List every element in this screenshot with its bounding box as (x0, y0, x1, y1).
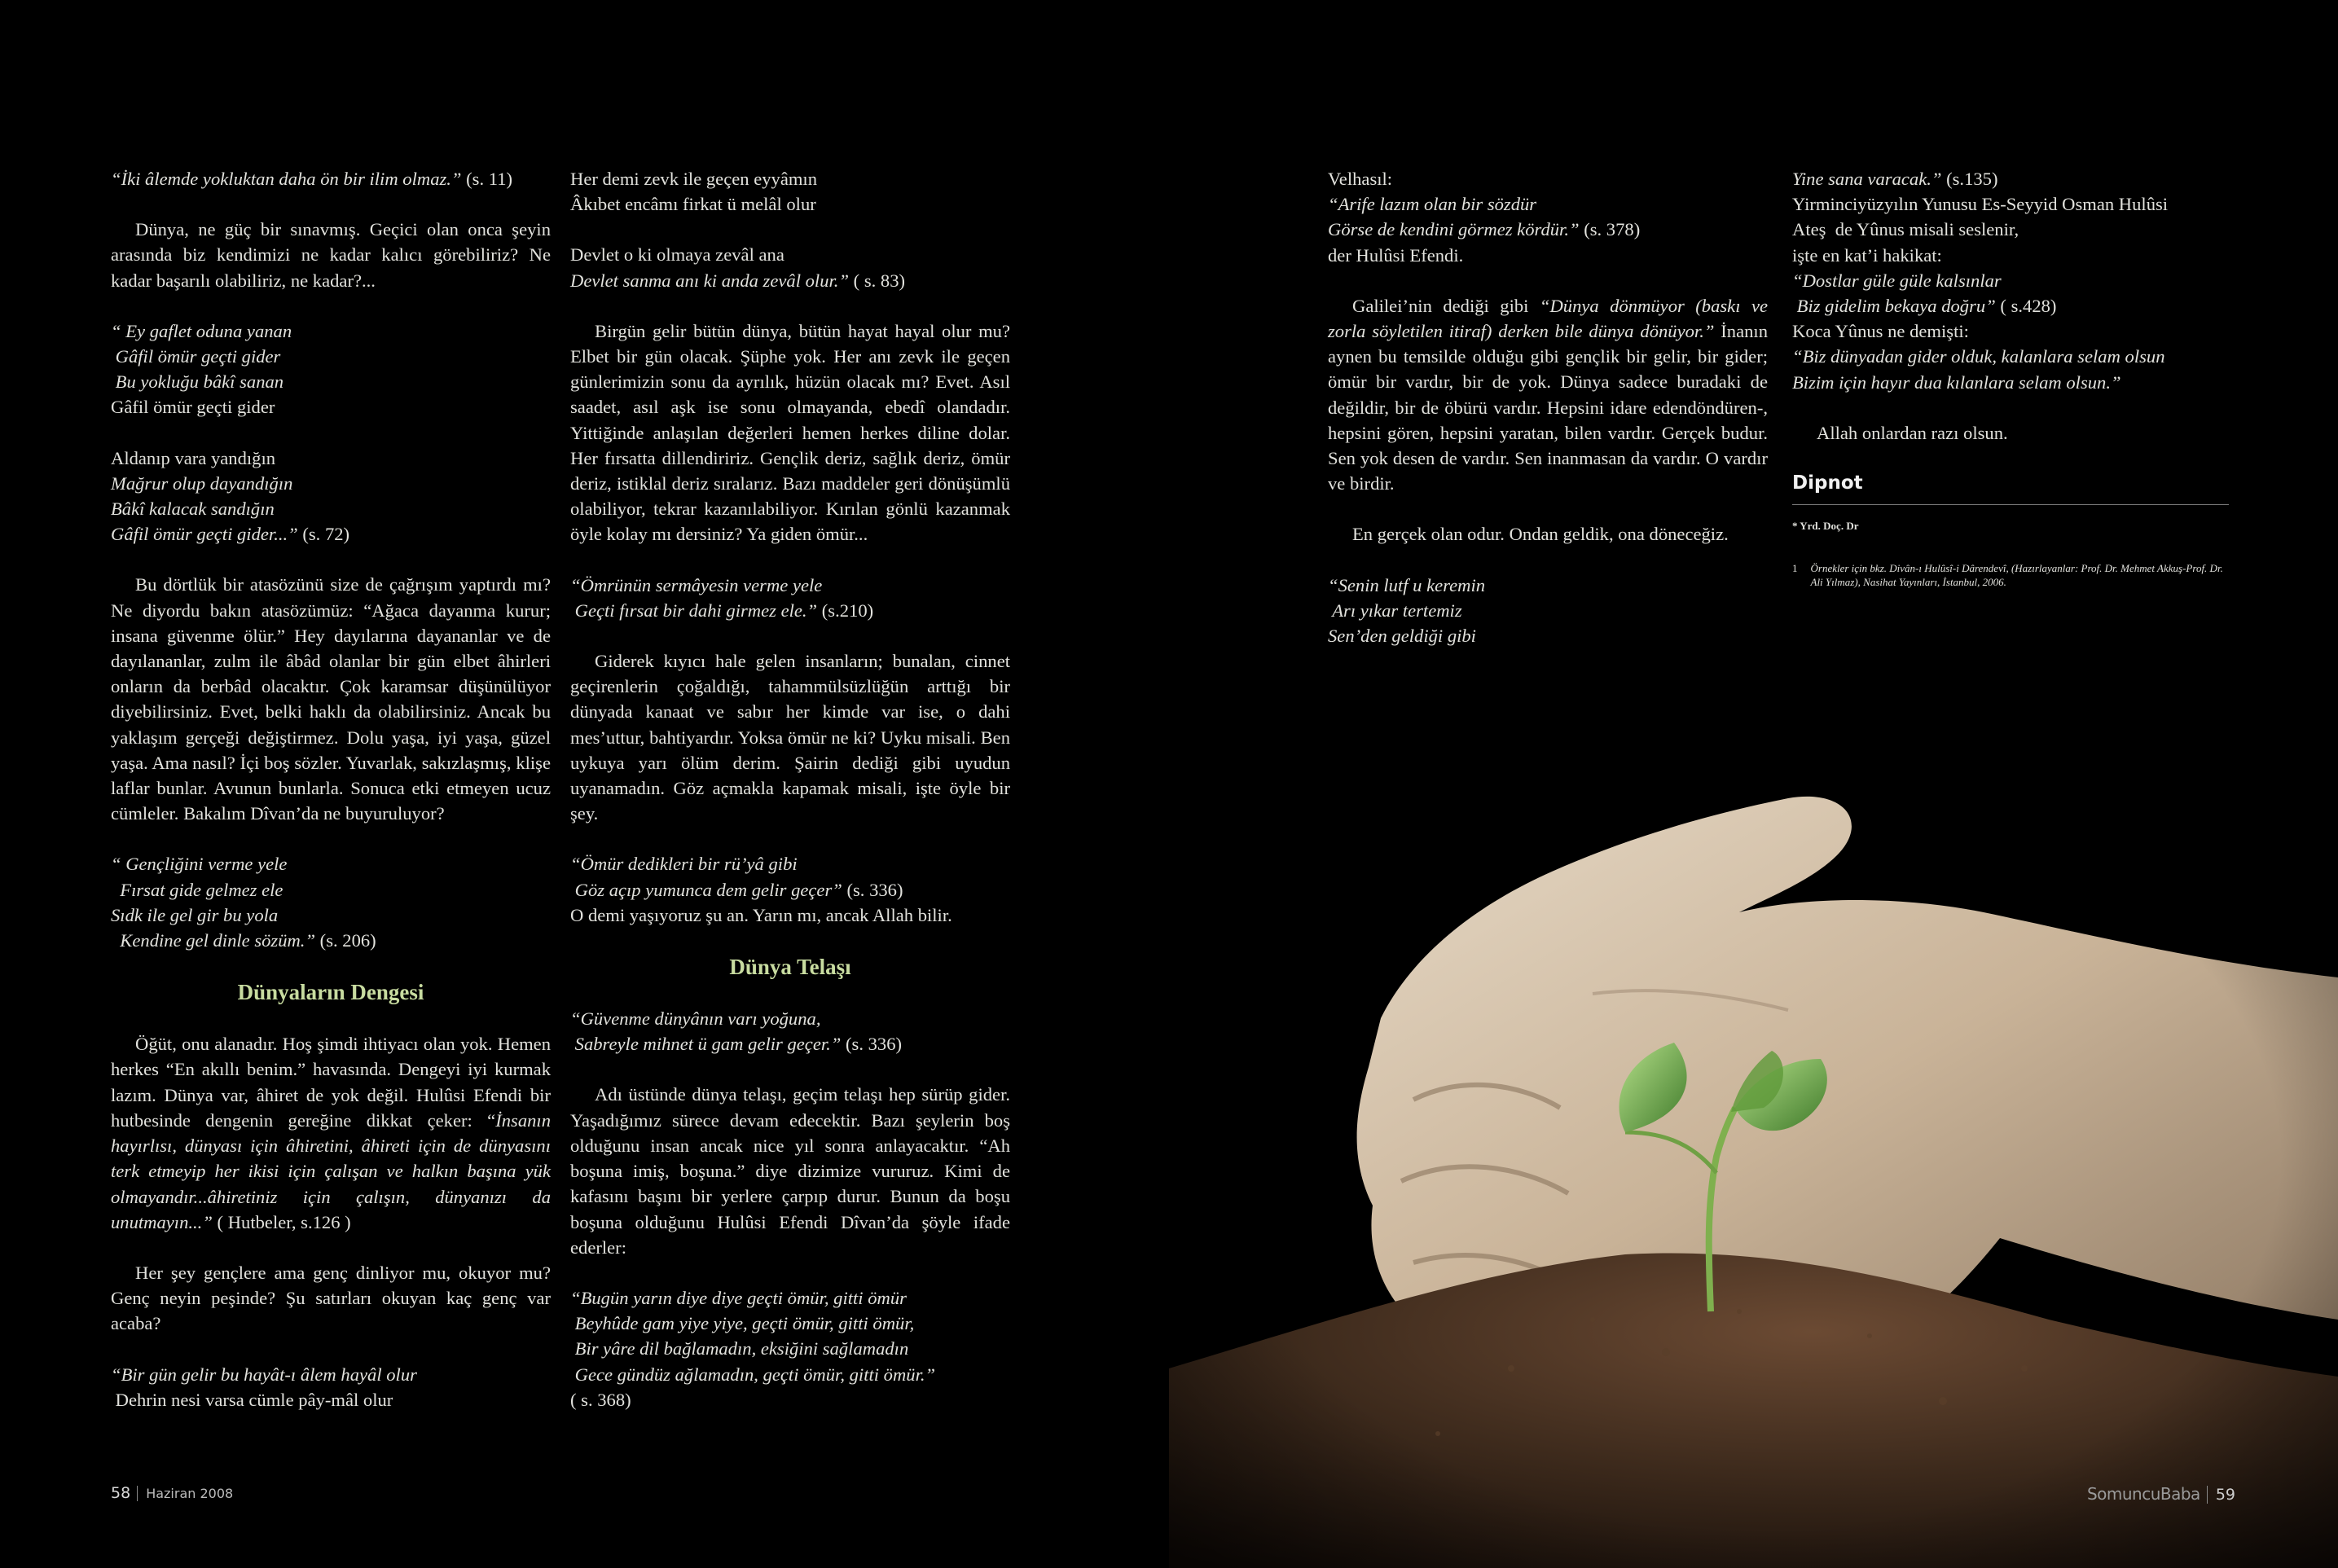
paragraph-text: Her şey gençlere ama genç dinliyor mu, okuyor mu? Genç neyin peşinde? Şu satırları okuyan kaç genç var acaba? (111, 1262, 551, 1334)
verse-line (111, 1387, 551, 1412)
verse-line (570, 242, 1010, 267)
verse-line (1328, 191, 1768, 217)
paragraph (111, 1260, 551, 1337)
paragraph (1792, 420, 2232, 446)
issue-date: Haziran 2008 (137, 1486, 233, 1501)
verse-line (570, 1387, 1010, 1412)
line-text: Sabreyle mihnet ü gam gelir geçer.” (570, 1034, 842, 1055)
paragraph-text: ( Hutbeler, s.126 ) (212, 1211, 351, 1232)
line-text: Görse de kendini görmez kördür.” (1328, 219, 1580, 240)
line-text: “İki âlemde yokluktan daha ön bir ilim olmaz.” (111, 169, 462, 189)
paragraph (570, 1082, 1010, 1259)
citation: (s.135) (1941, 169, 1998, 189)
verse-block (1328, 166, 1768, 268)
paragraph-text: Öğüt, onu alanadır. Hoş şimdi ihtiyacı olan yok. Hemen herkes “En akıllı benim.” havasında. Dengeyi iyi kurmak lazım. Dünya var, âhiret de yok değil. Hulûsi Efendi bir hutbesinde dengenin gereğine dikkat çeker: “ (111, 1034, 551, 1131)
verse-line (111, 446, 551, 471)
paragraph (1328, 293, 1768, 497)
line-text: Yirminciyüzyılın Yunusu Es-Seyyid Osman Hulûsi (1792, 194, 2169, 215)
line-text: Her demi zevk ile geçen eyyâmın (570, 169, 817, 189)
verse-line (570, 573, 1010, 598)
verse-line (1792, 370, 2232, 395)
verse-line (111, 166, 551, 191)
paragraph (111, 572, 551, 826)
line-text: Gâfil ömür geçti gider...” (111, 524, 298, 545)
verse-line (111, 394, 551, 419)
right-page-column-2 (1792, 166, 2232, 589)
verse-line (570, 166, 1010, 191)
line-text: Âkıbet encâmı firkat ü melâl olur (570, 194, 816, 215)
citation: ( s.428) (1995, 296, 2057, 317)
verse-line (111, 318, 551, 344)
line-text: O demi yaşıyoruz şu an. Yarın mı, ancak Allah bilir. (570, 904, 952, 925)
line-text: der Hulûsi Efendi. (1328, 244, 1464, 266)
line-text: “Dostlar güle güle kalsınlar (1792, 270, 2002, 291)
paragraph-text: Birgün gelir bütün dünya, bütün hayat hayal olur mu? Elbet bir gün olacak. Şüphe yok. Her anı zevk ile geçen günlerimizin sonu da ayrılık, hüzün olacak mı? Evet. Asıl saadet, asıl aşk ise sonu olmayanda, ebedî olandadır. Yittiğinde anlaşılan değerleri hemen herkes diline dolar. Her fırsatta dillendiririz. Gençlik deriz, sağlık deriz, ömür deriz, istiklal deriz sıralarız. Bazı maddeler geri dönüşümlü olabiliyor, tekrar kazanılabiliyor. Kırılan gönlü kazanmak öyle kolay mı dersiniz? Ya giden ömür... (570, 320, 1010, 545)
paragraph (570, 318, 1010, 547)
verse-block (570, 573, 1010, 623)
left-page-column-1 (111, 166, 551, 1438)
line-text: “Bir gün gelir bu hayât-ı âlem hayâl olur (111, 1364, 417, 1385)
footnote-number: 1 (1792, 562, 1798, 575)
footnote-author: * Yrd. Doç. Dr (1792, 520, 1859, 533)
verse-line (1328, 217, 1768, 242)
citation: (s. 11) (461, 169, 513, 189)
verse-line (570, 851, 1010, 876)
verse-line (570, 1362, 1010, 1387)
verse-block (111, 446, 551, 547)
line-text: ( s. 368) (570, 1389, 631, 1410)
right-page-column-2-body (1792, 166, 2232, 446)
verse-block (570, 851, 1010, 928)
verse-line (570, 1336, 1010, 1361)
line-text: Gâfil ömür geçti gider (111, 346, 281, 367)
section-heading: Dünyaların Dengesi (237, 980, 424, 1005)
page-number: 58 (111, 1484, 131, 1502)
verse-line (570, 1311, 1010, 1336)
paragraph-text: İnanın aynen bu temsilde olduğu gibi gençlik bir gelir, bir gider; ömür bir vardır, bir de yok. Dünya sadece buradaki de değildir, bir de öbürü vardır. Hepsini idare edendöndüren-, hepsini gören, hepsini yaratan, bilen vardır. Gerçek budur. Sen yok desen de vardır. Sen inanmasan da vardır. O vardır ve birdir. (1328, 321, 1768, 494)
verse-line (111, 344, 551, 369)
verse-line (1328, 623, 1768, 648)
line-text: Arı yıkar tertemiz (1328, 600, 1462, 621)
right-page-folio (2087, 1484, 2235, 1504)
verse-block (570, 242, 1010, 292)
line-text: Aldanıp vara yandığın (111, 447, 276, 468)
quoted-text: “Dünya dönmüyor (baskı ve zorla söyletilen itiraf) derken bile dünya dönüyor.” (1328, 295, 1768, 342)
line-text: “Ömür dedikleri bir rü’yâ gibi (570, 854, 798, 875)
line-text: “Biz dünyadan gider olduk, kalanlara selam olsun (1792, 346, 2165, 367)
paragraph (111, 1031, 551, 1235)
verse-block (1792, 166, 2232, 395)
verse-block (570, 1006, 1010, 1056)
line-text: Velhasıl: (1328, 169, 1393, 189)
line-text: Dehrin nesi varsa cümle pây-mâl olur (111, 1389, 393, 1410)
verse-line (570, 1031, 1010, 1056)
line-text: “Senin lutf u keremin (1328, 574, 1486, 595)
paragraph-text: Giderek kıyıcı hale gelen insanların; bunalan, cinnet geçirenlerin çoğaldığı, tahammülsüzlüğün arttığı bir dünyada kanaat ve sabır her kimde var ise, o dahi mes’uttur, bahtiyardır. Yoksa ömür ne ki? Uyku misali. Ben uykuya yarı ölüm derim. Şairin dediği gibi uyudun uyanamadın. Göz açmakla kapamak misali, işte öyle bir şey. (570, 651, 1010, 824)
line-text: Kendine gel dinle sözüm.” (111, 930, 316, 951)
paragraph (570, 648, 1010, 826)
line-text: Koca Yûnus ne demişti: (1792, 321, 1969, 342)
section-heading: Dünya Telaşı (729, 955, 851, 980)
magazine-brand: SomuncuBaba (2086, 1484, 2200, 1504)
footnote-item (1792, 561, 2232, 589)
line-text: “Güvenme dünyânın varı yoğuna, (570, 1008, 821, 1030)
paragraph-text: Galilei’nin dediği gibi (1352, 295, 1540, 316)
verse-line (111, 1362, 551, 1387)
verse-line (1328, 573, 1768, 598)
verse-line (570, 268, 1010, 293)
verse-line (570, 1006, 1010, 1031)
verse-line (570, 191, 1010, 217)
paragraph (111, 217, 551, 293)
line-text: Geçti fırsat bir dahi girmez ele.” (570, 600, 818, 621)
verse-line (1792, 191, 2232, 217)
verse-block (111, 851, 551, 953)
verse-line (111, 877, 551, 903)
line-text: Yine sana varacak.” (1792, 169, 1942, 189)
verse-line (111, 496, 551, 521)
verse-line (1328, 598, 1768, 623)
paragraph-text: Bu dörtlük bir atasözünü size de çağrışım yaptırdı mı? Ne diyordu bakın atasözümüz: “Ağaca dayanma kurur; insana güvenme ölür.” Hey dayılarına dayananlar ve de dayılananlar, zulm ile âbâd olanlar bir gün elbet âhirleri onların da berbâd olacaktır. Çok karamsar düşünülüyor diyebilirsiniz. Evet, belki haklı da olabilirsiniz. Ancak bu yaklaşım gerçeği değiştirmez. Dolu yaşa, iyi yaşa, güzel yaşa. Ama nasıl? İçi boş sözler. Yuvarlak, sakızlaşmış, klişe laflar bunlar. Avunun bunlarla. Sonuca etki etmeyen ucuz cümleler. Bakalım Dîvan’da ne buyuruluyor? (111, 574, 551, 824)
verse-block (1328, 573, 1768, 649)
right-page-column-1 (1328, 166, 1768, 674)
verse-line (570, 1285, 1010, 1311)
line-text: Biz gidelim bekaya doğru” (1792, 296, 1996, 317)
line-text: Mağrur olup dayandığın (111, 472, 293, 494)
verse-line (570, 877, 1010, 903)
quoted-text: İnsanın hayırlısı, dünyası için âhiretini, âhireti için de dünyasını terk etmeyip her ikisi için çalışan ve halkın başına yük olmayandır...âhiretiniz için çalışın, dünyanızı da unutmayın...” (111, 1109, 551, 1232)
line-text: Sıdk ile gel gir bu yola (111, 904, 279, 925)
footnotes-title: Dipnot (1792, 471, 2229, 505)
line-text: “ Ey gaflet oduna yanan (111, 320, 292, 341)
page-number: 59 (2207, 1486, 2235, 1504)
line-text: Fırsat gide gelmez ele (111, 879, 283, 900)
verse-line (111, 928, 551, 953)
verse-block (570, 1285, 1010, 1412)
line-text: Sen’den geldiği gibi (1328, 626, 1476, 647)
verse-block (111, 1362, 551, 1412)
citation: (s. 206) (315, 930, 376, 951)
verse-line (111, 471, 551, 496)
line-text: Devlet o ki olmaya zevâl ana (570, 244, 784, 266)
left-page-folio (111, 1484, 233, 1502)
citation: ( s. 83) (849, 270, 906, 291)
paragraph-text: En gerçek olan odur. Ondan geldik, ona döneceğiz. (1352, 524, 1729, 545)
verse-line (1792, 293, 2232, 318)
citation: (s. 378) (1579, 219, 1641, 240)
line-text: Bizim için hayır dua kılanlara selam olsun.” (1792, 371, 2121, 393)
line-text: “ Gençliğini verme yele (111, 854, 288, 875)
paragraph-text: Adı üstünde dünya telaşı, geçim telaşı hep sürüp gider. Yaşadığımız sürece devam edecektir. Bazı şeylerin boş olduğunu insan ancak nice yıl sonra anlayacaktır. “Ah boşuna imiş, boşuna.” diye dizimize vururuz. Kimi de kafasını başını bir yerlere çarpıp durur. Bunun da boşu boşuna olduğunu Hulûsi Efendi Dîvan’da şöyle ifade ederler: (570, 1084, 1010, 1258)
verse-line (1792, 166, 2232, 191)
verse-line (111, 369, 551, 394)
line-text: Gâfil ömür geçti gider (111, 397, 275, 418)
citation: (s. 336) (842, 879, 903, 900)
verse-line (1792, 217, 2232, 242)
line-text: Beyhûde gam yiye yiye, geçti ömür, gitti ömür, (570, 1313, 915, 1334)
verse-block (111, 166, 551, 191)
line-text: “Bugün yarın diye diye geçti ömür, gitti ömür (570, 1287, 907, 1308)
line-text: Devlet sanma anı ki anda zevâl olur.” (570, 270, 850, 291)
line-text: Gece gündüz ağlamadın, geçti ömür, gitti ömür.” (570, 1364, 936, 1385)
verse-line (1792, 318, 2232, 344)
line-text: Göz açıp yumunca dem gelir geçer” (570, 879, 842, 900)
verse-block (570, 166, 1010, 217)
verse-line (1792, 268, 2232, 293)
verse-line (111, 521, 551, 547)
verse-line (1328, 243, 1768, 268)
verse-line (1328, 166, 1768, 191)
verse-line (570, 903, 1010, 928)
verse-line (111, 903, 551, 928)
verse-line (1792, 243, 2232, 268)
paragraph-text: Allah onlardan razı olsun. (1817, 422, 2008, 443)
verse-line (1792, 344, 2232, 369)
line-text: “Ömrünün sermâyesin verme yele (570, 574, 823, 595)
citation: (s. 72) (297, 524, 350, 545)
verse-line (111, 851, 551, 876)
citation: (s. 336) (841, 1034, 903, 1055)
line-text: Bu yokluğu bâkî sanan (111, 371, 284, 393)
hand-sheltering-seedling-image (1169, 749, 2338, 1568)
line-text: Ateş de Yûnus misali seslenir, (1792, 219, 2019, 240)
verse-block (111, 318, 551, 420)
paragraph-text: Dünya, ne güç bir sınavmış. Geçici olan onca şeyin arasında biz kendimizi ne kadar kalıcı görebiliriz? Ne kadar başarılı olabiliriz, ne kadar?... (111, 219, 551, 291)
paragraph (1328, 521, 1768, 547)
line-text: Bir yâre dil bağlamadın, eksiğini sağlamadın (570, 1338, 909, 1359)
verse-line (570, 598, 1010, 623)
footnote-text: Örnekler için bkz. Divân-ı Hulûsî-i Dârendevî, (Hazırlayanlar: Prof. Dr. Mehmet Akkuş-Prof. Dr. Ali Yılmaz), Nasihat Yayınları, İstanbul, 2006. (1810, 562, 2223, 589)
left-page-column-2 (570, 166, 1010, 1438)
line-text: işte en kat’i hakikat: (1792, 244, 1942, 266)
line-text: “Arife lazım olan bir sözdür (1328, 194, 1537, 215)
citation: (s.210) (817, 600, 874, 621)
line-text: Bâkî kalacak sandığın (111, 499, 275, 520)
